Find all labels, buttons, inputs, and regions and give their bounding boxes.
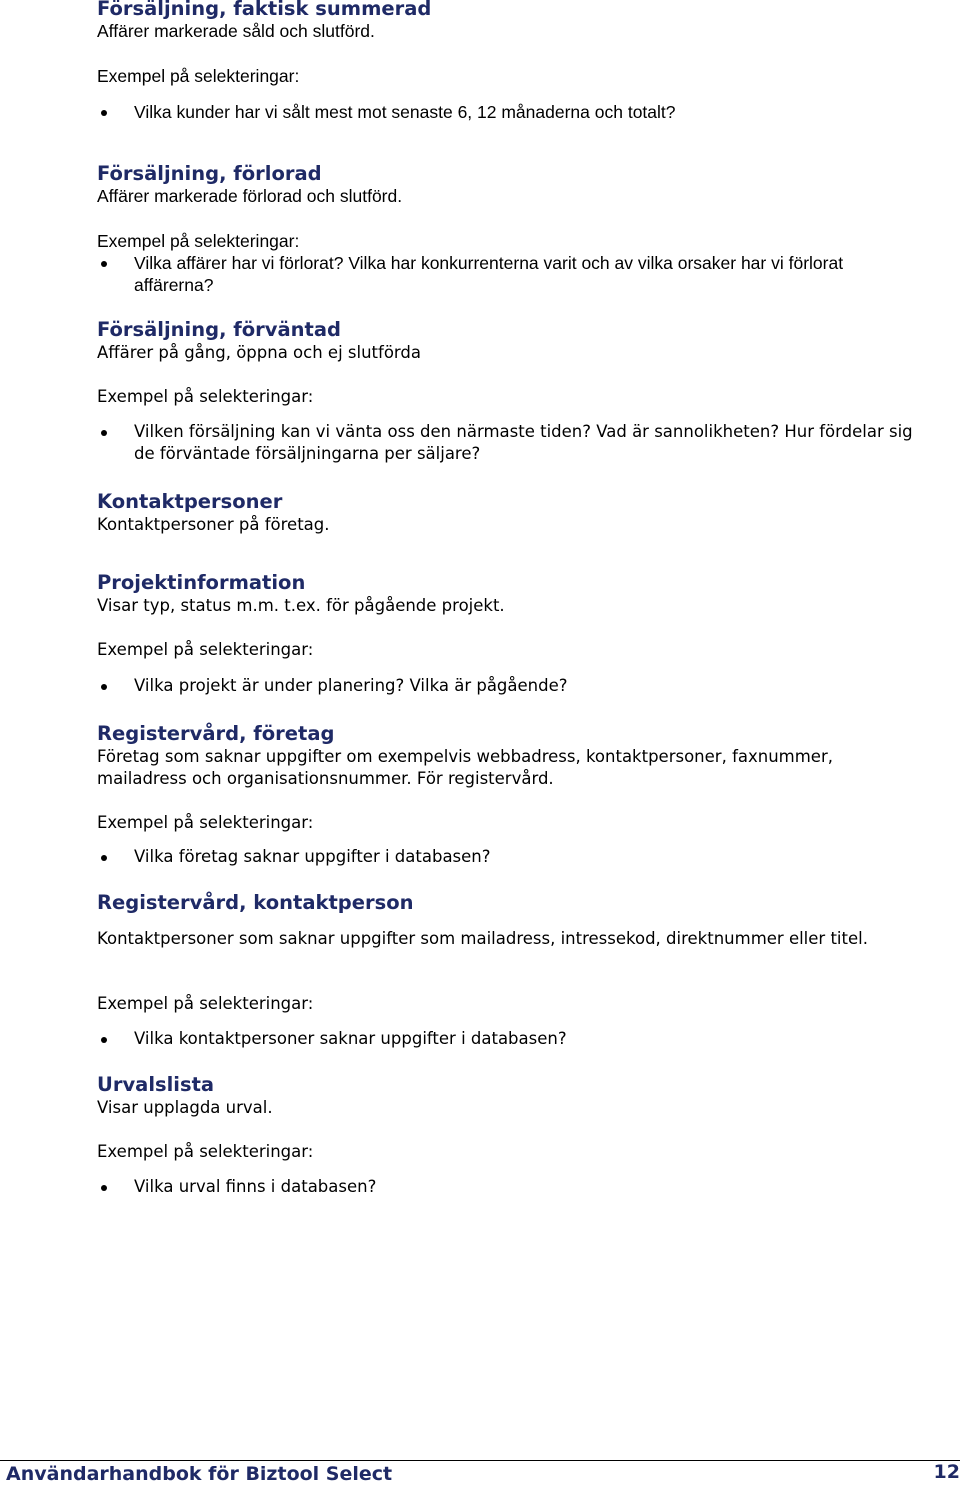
list-item (97, 846, 927, 868)
list-item (97, 421, 927, 465)
list-item (97, 1028, 927, 1050)
section-description: Affärer markerade såld och slutförd. (97, 21, 375, 41)
list-item-text: Vilken försäljning kan vi vänta oss den närmaste tiden? Vad är sannolikheten? Hur fördelar sig de förväntade försäljningarna per säljare? (134, 422, 913, 463)
section-title: Försäljning, förväntad (97, 318, 341, 341)
section-title: Registervård, företag (97, 722, 335, 745)
section-title: Kontaktpersoner (97, 490, 283, 513)
section-description: Affärer på gång, öppna och ej slutförda (97, 343, 421, 362)
list-item-text: Vilka urval finns i databasen? (134, 1177, 377, 1196)
list-item-text: Vilka affärer har vi förlorat? Vilka har konkurrenterna varit och av vilka orsaker har vi förlorat affärerna? (134, 253, 844, 295)
list-item-text: Vilka kunder har vi sålt mest mot senaste 6, 12 månaderna och totalt? (134, 102, 676, 122)
list-item-text: Vilka företag saknar uppgifter i databasen? (134, 847, 491, 866)
section-description: Visar typ, status m.m. t.ex. för pågående projekt. (97, 596, 505, 615)
section-description: Affärer markerade förlorad och slutförd. (97, 186, 403, 206)
section-description: Kontaktpersoner som saknar uppgifter som mailadress, intressekod, direktnummer eller titel. (97, 929, 868, 948)
section-description: Visar upplagda urval. (97, 1098, 273, 1117)
list-item-text: Vilka kontaktpersoner saknar uppgifter i databasen? (134, 1029, 567, 1048)
list-item (97, 101, 927, 123)
example-label: Exempel på selekteringar: (97, 66, 300, 86)
section-description: Kontaktpersoner på företag. (97, 515, 330, 534)
example-label: Exempel på selekteringar: (97, 1142, 314, 1161)
example-label: Exempel på selekteringar: (97, 231, 300, 251)
list-item (97, 1176, 927, 1198)
footer-divider (0, 1460, 960, 1461)
footer-title: Användarhandbok för Biztool Select (6, 1463, 393, 1485)
section-description: Företag som saknar uppgifter om exempelvis webbadress, kontaktpersoner, faxnummer, mailadress och organisationsnummer. För registervård. (97, 747, 833, 788)
section-title: Försäljning, faktisk summerad (97, 0, 432, 20)
example-label: Exempel på selekteringar: (97, 387, 314, 406)
section-title: Urvalslista (97, 1073, 215, 1096)
example-label: Exempel på selekteringar: (97, 994, 314, 1013)
section-title: Försäljning, förlorad (97, 162, 322, 185)
list-item (97, 675, 927, 697)
section-title: Projektinformation (97, 571, 306, 594)
list-item-text: Vilka projekt är under planering? Vilka är pågående? (134, 676, 568, 695)
section-title: Registervård, kontaktperson (97, 891, 414, 914)
page-number: 12 (933, 1461, 960, 1483)
example-label: Exempel på selekteringar: (97, 640, 314, 659)
example-label: Exempel på selekteringar: (97, 813, 314, 832)
list-item (97, 252, 927, 296)
